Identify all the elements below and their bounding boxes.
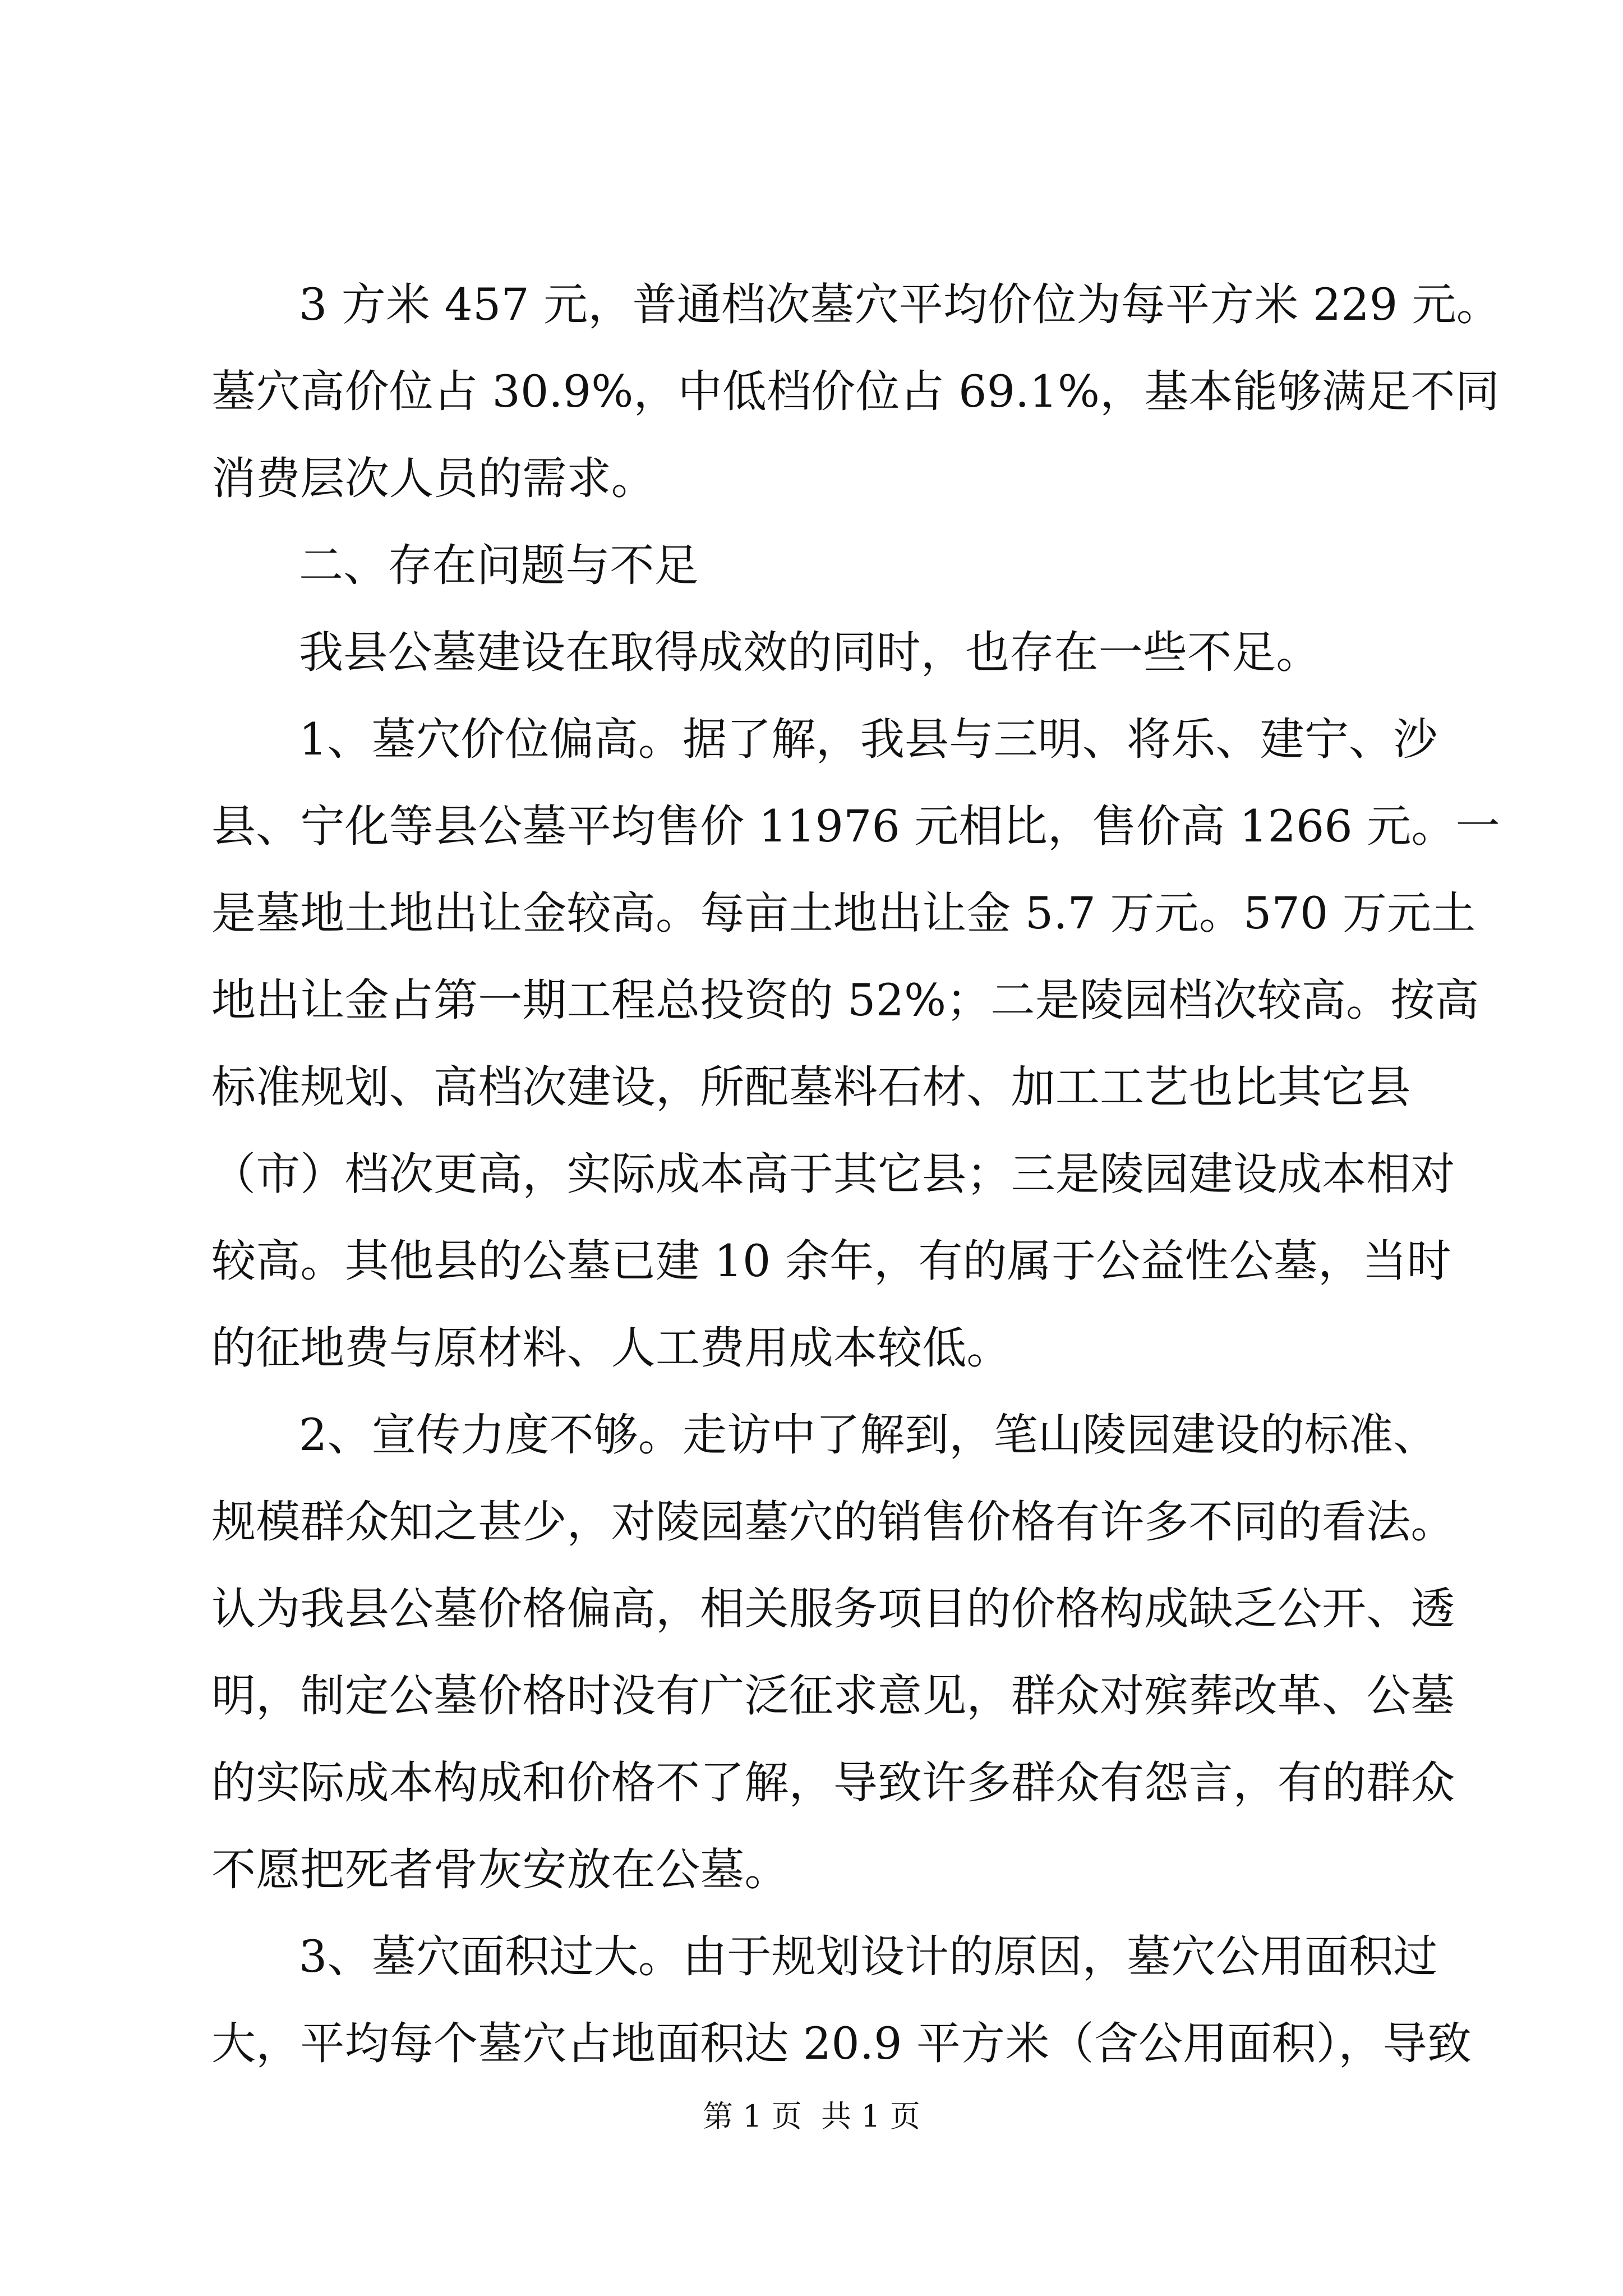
text-line-20: 3、墓穴面积过大。由于规划设计的原因，墓穴公用面积过 — [299, 1931, 1438, 1982]
text-line-11: （市）档次更高，实际成本高于其它县；三是陵园建设成本相对 — [211, 1148, 1455, 1200]
text-line-16: 认为我县公墓价格偏高，相关服务项目的价格构成缺乏公开、透 — [211, 1583, 1455, 1635]
text-line-8: 是墓地土地出让金较高。每亩土地出让金 5.7 万元。570 万元土 — [211, 887, 1476, 939]
text-line-13: 的征地费与原材料、人工费用成本较低。 — [211, 1322, 1011, 1374]
text-line-10: 标准规划、高档次建设，所配墓料石材、加工工艺也比其它县 — [211, 1061, 1411, 1113]
text-line-2: 墓穴高价位占 30.9%，中低档价位占 69.1%，基本能够满足不同 — [211, 366, 1500, 417]
text-line-14: 2、宣传力度不够。走访中了解到，笔山陵园建设的标准、 — [299, 1409, 1438, 1461]
text-line-3: 消费层次人员的需求。 — [211, 453, 656, 504]
section-heading: 二、存在问题与不足 — [299, 540, 699, 591]
text-line-6: 1、墓穴价位偏高。据了解，我县与三明、将乐、建宁、沙 — [299, 714, 1438, 765]
text-line-18: 的实际成本构成和价格不了解，导致许多群众有怨言，有的群众 — [211, 1757, 1455, 1809]
text-line-7: 县、宁化等县公墓平均售价 11976 元相比，售价高 1266 元。一 — [211, 800, 1500, 852]
text-line-9: 地出让金占第一期工程总投资的 52%；二是陵园档次较高。按高 — [211, 974, 1479, 1026]
text-line-17: 明，制定公墓价格时没有广泛征求意见，群众对殡葬改革、公墓 — [211, 1670, 1455, 1722]
page-number-footer: 第 1 页 共 1 页 — [703, 2099, 920, 2134]
text-line-21: 大，平均每个墓穴占地面积达 20.9 平方米（含公用面积），导致 — [211, 2018, 1472, 2069]
text-line-15: 规模群众知之甚少，对陵园墓穴的销售价格有许多不同的看法。 — [211, 1496, 1455, 1548]
text-line-12: 较高。其他县的公墓已建 10 余年，有的属于公益性公墓，当时 — [211, 1235, 1451, 1287]
text-line-5: 我县公墓建设在取得成效的同时，也存在一些不足。 — [299, 627, 1321, 678]
text-line-1: 3 方米 457 元，普通档次墓穴平均价位为每平方米 229 元。 — [299, 279, 1501, 330]
text-line-19: 不愿把死者骨灰安放在公墓。 — [211, 1844, 789, 1895]
